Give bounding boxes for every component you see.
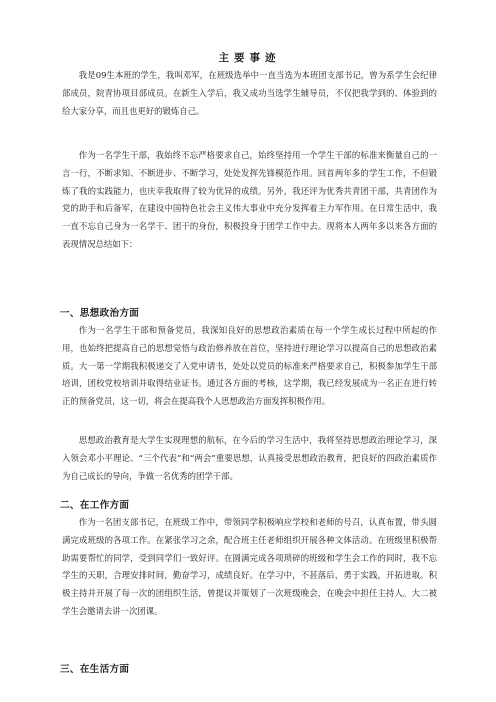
intro-paragraph-2: 作为一名学生干部，我始终不忘严格要求自己，始终坚持用一个学生干部的标准来衡量自己的一言一行，不断求知、不断进步、不断学习，处处发挥先锋模范作用。回首两年多的学生工作，不但锻炼了我的实践能力，也庆幸我取得了较为优异的成绩。另外，我还评为优秀共青团干部，共青团作为党的助手和后备军，在建设中国特色社会主义伟大事业中充分发挥着主力军作用。在日常生活中，我一直不忘自己身为一名学干、团干的身份，积极投身于团学工作中去。现将本人两年多以来各方面的表现情况总结如下： (62, 150, 437, 249)
document-title: 主要事迹 (218, 52, 281, 64)
section-heading-political: 一、思想政治方面 (60, 308, 140, 319)
work-paragraph-1: 作为一名团支部书记，在班级工作中，带领同学积极响应学校和老师的号召，认真布置，带头圆满完成班级的各项工作。在紧张学习之余，配合班主任老师组织开展各种文体活动。在班级里积极帮助需要帮忙的同学，受到同学们一致好评。在圆满完成各项琐碎的班级和学生会工作的同时，我不忘学生的天职，合理安排时间，勤奋学习，成绩良好。在学习中，不甚落后，勇于实践，开拓进取。积极主持并开展了每一次的团组织生活，曾提议并策划了一次班级晚会，在晚会中担任主持人。大二被学生会邀请去讲一次团课。 (62, 517, 437, 616)
intro-paragraph-1: 我是09生本班的学生，我叫邓军，在班级选举中一直当选为本班团支部书记，曾为系学生会纪律部成员，院青协项目部成员。在新生入学后，我又成功当选学生辅导员，不仅把我学到的、体验到的给大家分享，而且也更好的锻炼自己。 (62, 70, 437, 116)
section-heading-life: 三、在生活方面 (60, 664, 130, 675)
section-heading-work: 二、在工作方面 (60, 500, 130, 511)
political-paragraph-2: 思想政治教育是大学生实现理想的航标，在今后的学习生活中，我将坚持思想政治理论学习，深入领会邓小平理论、“三个代表”和“两会”重要思想，认真接受思想政治教育，把良好的四政治素质作为自己成长的导向，争做一名优秀的团学干部。 (62, 435, 437, 481)
political-paragraph-1: 作为一名学生干部和预备党员，我深知良好的思想政治素质在每一个学生成长过程中所起的作用，也始终把提高自己的思想觉悟与政治修养放在首位，坚持进行理论学习以提高自己的思想政治素质。大一第一学期我积极递交了入党申请书，处处以党员的标准来严格要求自己，积极参加学生干部培训，团校党校培训并取得结业证书。通过各方面的考核，这学期，我已经发展成为一名正在进行转正的预备党员，这一切，将会在提高我个人思想政治方面发挥积极作用。 (62, 325, 437, 407)
